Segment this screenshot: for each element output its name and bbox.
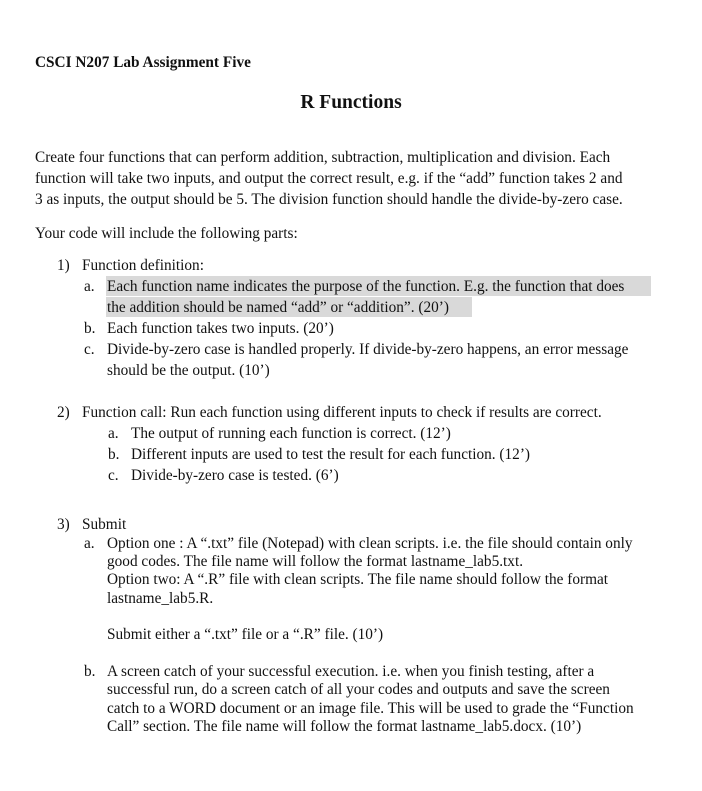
list-item-line: Different inputs are used to test the result for each function. (12’) — [131, 446, 531, 463]
list-item-line: good codes. The file name will follow the format lastname_lab5.txt. — [107, 553, 524, 570]
list-item-line: Option one : A “.txt” file (Notepad) with clean scripts. i.e. the file should contain only — [107, 535, 633, 552]
list-item-line: Submit either a “.txt” file or a “.R” file. (10’) — [107, 626, 384, 643]
section-heading: Submit — [82, 516, 127, 533]
list-item-line: A screen catch of your successful execution. i.e. when you finish testing, after a — [107, 663, 595, 680]
list-item-line: Divide-by-zero case is tested. (6’) — [131, 467, 339, 484]
item-letter: b. — [84, 320, 96, 337]
course-heading: CSCI N207 Lab Assignment Five — [35, 54, 251, 71]
item-letter: a. — [84, 535, 95, 552]
page-title: R Functions — [300, 92, 402, 113]
item-letter: c. — [84, 341, 95, 358]
list-item-line: lastname_lab5.R. — [107, 590, 214, 607]
list-item-line: catch to a WORD document or an image file. This will be used to grade the “Function — [107, 700, 634, 717]
section-number: 2) — [57, 404, 70, 421]
intro-line: function will take two inputs, and output the correct result, e.g. if the “add” function takes 2 and — [35, 170, 623, 187]
list-item-line: Each function takes two inputs. (20’) — [107, 320, 334, 337]
list-item-line: Call” section. The file name will follow the format lastname_lab5.docx. (10’) — [107, 718, 582, 735]
parts-intro: Your code will include the following parts: — [35, 225, 298, 242]
list-item-line: should be the output. (10’) — [107, 362, 270, 379]
section-heading: Function definition: — [82, 257, 204, 274]
section-number: 1) — [57, 257, 70, 274]
section-heading: Function call: Run each function using different inputs to check if results are correct. — [82, 404, 602, 421]
intro-line: 3 as inputs, the output should be 5. The division function should handle the divide-by-zero case. — [35, 191, 623, 208]
item-letter: a. — [108, 425, 119, 442]
list-item-line: The output of running each function is correct. (12’) — [131, 425, 451, 442]
list-item-line: Divide-by-zero case is handled properly. If divide-by-zero happens, an error message — [107, 341, 629, 358]
list-item-line: Option two: A “.R” file with clean scripts. The file name should follow the format — [107, 571, 609, 588]
item-letter: a. — [84, 278, 95, 295]
list-item-line: Each function name indicates the purpose of the function. E.g. the function that does — [107, 278, 625, 295]
intro-line: Create four functions that can perform addition, subtraction, multiplication and division. Each — [35, 149, 611, 166]
item-letter: b. — [84, 663, 96, 680]
list-item-line: the addition should be named “add” or “addition”. (20’) — [107, 299, 449, 316]
list-item-line: successful run, do a screen catch of all your codes and outputs and save the screen — [107, 681, 610, 698]
section-number: 3) — [57, 516, 70, 533]
item-letter: c. — [108, 467, 119, 484]
item-letter: b. — [108, 446, 120, 463]
